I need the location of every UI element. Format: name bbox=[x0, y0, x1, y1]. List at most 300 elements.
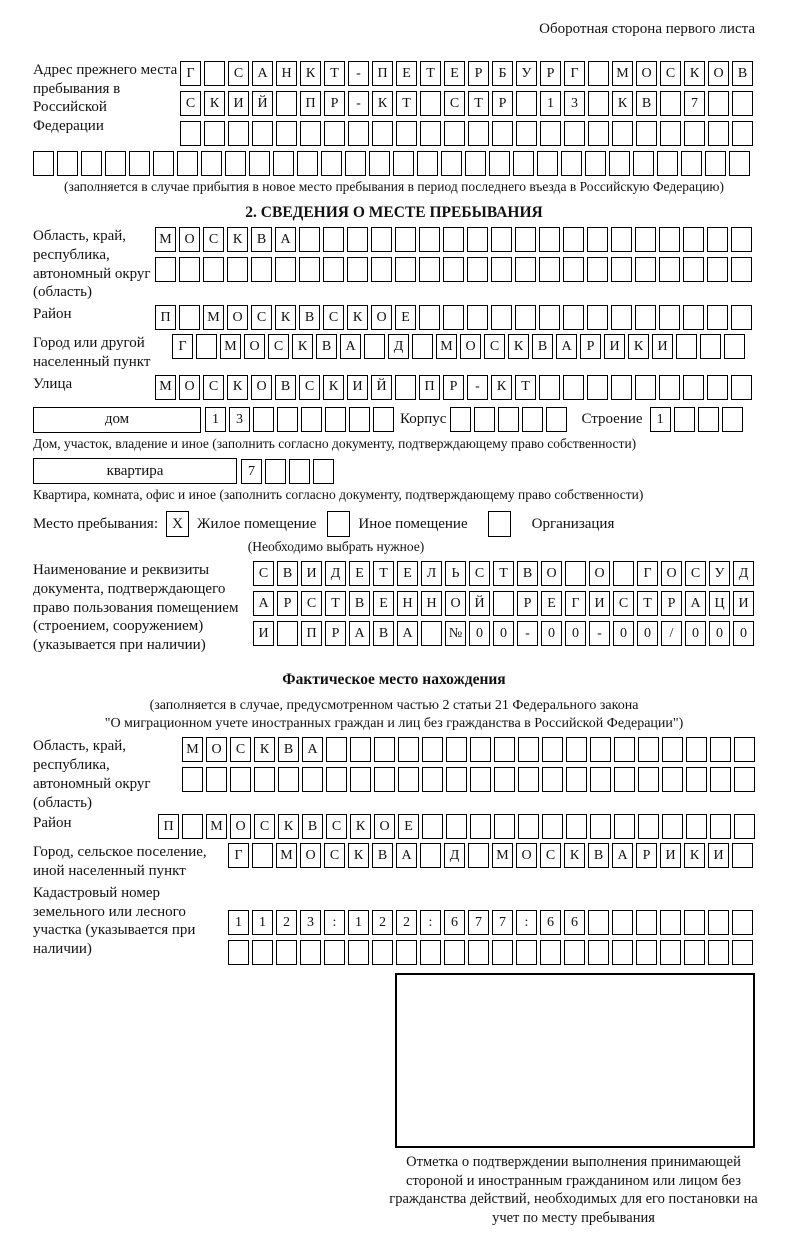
form-cell bbox=[566, 767, 587, 792]
form-cell: В bbox=[532, 334, 553, 359]
form-cell bbox=[710, 737, 731, 762]
form-cell bbox=[662, 737, 683, 762]
form-cell bbox=[705, 151, 726, 176]
form-cell bbox=[347, 227, 368, 252]
form-cell bbox=[729, 151, 750, 176]
form-cell: С bbox=[251, 305, 272, 330]
form-cell bbox=[57, 151, 78, 176]
form-cell: О bbox=[227, 305, 248, 330]
form-cell bbox=[542, 814, 563, 839]
form-cell: С bbox=[660, 61, 681, 86]
form-cell: В bbox=[588, 843, 609, 868]
form-cell: Н bbox=[421, 591, 442, 616]
choose-note: (Необходимо выбрать нужное) bbox=[247, 539, 425, 555]
form-cell bbox=[230, 767, 251, 792]
form-cell bbox=[324, 121, 345, 146]
form-cell bbox=[563, 257, 584, 282]
form-cell bbox=[561, 151, 582, 176]
form-cell bbox=[249, 151, 270, 176]
form-cell: 0 bbox=[469, 621, 490, 646]
form-cell bbox=[708, 91, 729, 116]
form-cell bbox=[563, 227, 584, 252]
form-cell: И bbox=[708, 843, 729, 868]
actual-location-note-2: "О миграционном учете иностранных граждан и лиц без гражданства в Российской Федерации") bbox=[104, 715, 684, 731]
form-cell bbox=[686, 814, 707, 839]
form-cell bbox=[588, 121, 609, 146]
checkbox-organization bbox=[488, 511, 511, 537]
form-cell bbox=[252, 940, 273, 965]
form-cell bbox=[300, 940, 321, 965]
form-cell bbox=[681, 151, 702, 176]
form-cell: 1 bbox=[252, 910, 273, 935]
form-cell: О bbox=[374, 814, 395, 839]
document-row-1 bbox=[253, 561, 754, 586]
form-cell: В bbox=[278, 737, 299, 762]
form-cell: М bbox=[203, 305, 224, 330]
form-cell bbox=[540, 121, 561, 146]
form-cell bbox=[350, 737, 371, 762]
form-cell bbox=[105, 151, 126, 176]
form-cell: М bbox=[182, 737, 203, 762]
form-cell bbox=[349, 407, 370, 432]
form-cell: К bbox=[300, 61, 321, 86]
document-label: Наименование и реквизиты документа, подтверждающего право пользования помещением (строением, сооружением) (указывается при наличии) bbox=[33, 562, 239, 654]
form-cell: К bbox=[491, 375, 512, 400]
form-cell: : bbox=[516, 910, 537, 935]
form-cell: Р bbox=[277, 591, 298, 616]
form-cell bbox=[686, 767, 707, 792]
form-cell: 2 bbox=[372, 910, 393, 935]
form-cell: К bbox=[684, 61, 705, 86]
form-cell: 7 bbox=[468, 910, 489, 935]
form-cell: И bbox=[733, 591, 754, 616]
form-cell bbox=[587, 375, 608, 400]
form-cell: С bbox=[268, 334, 289, 359]
form-cell bbox=[635, 227, 656, 252]
form-cell: Р bbox=[517, 591, 538, 616]
form-cell bbox=[564, 940, 585, 965]
form-cell bbox=[683, 305, 704, 330]
form-cell bbox=[419, 305, 440, 330]
form-cell: Г bbox=[564, 61, 585, 86]
form-cell: - bbox=[348, 61, 369, 86]
form-cell: И bbox=[660, 843, 681, 868]
form-cell: С bbox=[299, 375, 320, 400]
form-cell: С bbox=[254, 814, 275, 839]
form-cell: Е bbox=[349, 561, 370, 586]
form-cell bbox=[179, 305, 200, 330]
form-cell bbox=[393, 151, 414, 176]
form-cell bbox=[724, 334, 745, 359]
form-cell bbox=[422, 814, 443, 839]
form-cell: 1 bbox=[348, 910, 369, 935]
form-cell bbox=[611, 305, 632, 330]
form-cell: С bbox=[203, 227, 224, 252]
form-cell: 6 bbox=[444, 910, 465, 935]
form-cell bbox=[465, 151, 486, 176]
form-cell bbox=[491, 305, 512, 330]
form-cell bbox=[590, 814, 611, 839]
form-cell: 7 bbox=[684, 91, 705, 116]
form-cell bbox=[443, 305, 464, 330]
form-cell: - bbox=[467, 375, 488, 400]
form-cell: С bbox=[484, 334, 505, 359]
form-cell bbox=[254, 767, 275, 792]
form-cell: Р bbox=[540, 61, 561, 86]
form-cell: А bbox=[685, 591, 706, 616]
form-cell bbox=[636, 910, 657, 935]
form-cell: 0 bbox=[709, 621, 730, 646]
form-cell bbox=[676, 334, 697, 359]
form-cell: В bbox=[277, 561, 298, 586]
apartment-box-label: квартира bbox=[33, 458, 237, 484]
form-cell bbox=[732, 843, 753, 868]
form-cell bbox=[325, 407, 346, 432]
form-cell bbox=[566, 814, 587, 839]
form-cell: Т bbox=[468, 91, 489, 116]
form-cell: : bbox=[420, 910, 441, 935]
form-cell: Ц bbox=[709, 591, 730, 616]
form-cell bbox=[324, 940, 345, 965]
form-cell: У bbox=[516, 61, 537, 86]
form-cell bbox=[660, 91, 681, 116]
form-cell bbox=[323, 257, 344, 282]
form-cell bbox=[516, 940, 537, 965]
form-cell: 0 bbox=[733, 621, 754, 646]
form-cell bbox=[707, 375, 728, 400]
form-cell: Г bbox=[637, 561, 658, 586]
form-cell: Д bbox=[733, 561, 754, 586]
form-cell: С bbox=[540, 843, 561, 868]
form-cell bbox=[707, 257, 728, 282]
form-cell: Р bbox=[443, 375, 464, 400]
form-cell: О bbox=[516, 843, 537, 868]
form-cell: О bbox=[206, 737, 227, 762]
form-cell: 3 bbox=[564, 91, 585, 116]
form-cell: О bbox=[179, 227, 200, 252]
prev-address-label: Адрес прежнего места пребывания в Российской Федерации bbox=[33, 61, 178, 134]
form-cell: Е bbox=[395, 305, 416, 330]
cadastral-label: Кадастровый номер земельного или лесного участка (указывается при наличии) bbox=[33, 884, 196, 957]
form-cell: К bbox=[508, 334, 529, 359]
form-cell bbox=[707, 227, 728, 252]
form-cell bbox=[546, 407, 567, 432]
form-cell: С bbox=[323, 305, 344, 330]
form-cell bbox=[276, 91, 297, 116]
form-cell bbox=[638, 767, 659, 792]
form-cell: О bbox=[460, 334, 481, 359]
form-cell bbox=[372, 940, 393, 965]
form-cell: Т bbox=[324, 61, 345, 86]
form-cell: - bbox=[589, 621, 610, 646]
form-cell bbox=[588, 61, 609, 86]
form-cell bbox=[489, 151, 510, 176]
form-cell bbox=[468, 843, 489, 868]
form-cell: С bbox=[444, 91, 465, 116]
form-cell bbox=[350, 767, 371, 792]
form-cell: Д bbox=[388, 334, 409, 359]
form-cell bbox=[420, 91, 441, 116]
form-cell bbox=[659, 305, 680, 330]
form-cell: 2 bbox=[276, 910, 297, 935]
form-cell bbox=[450, 407, 471, 432]
form-cell bbox=[686, 737, 707, 762]
form-cell bbox=[467, 257, 488, 282]
form-cell bbox=[659, 257, 680, 282]
form-cell: Е bbox=[397, 561, 418, 586]
form-cell bbox=[277, 621, 298, 646]
form-cell: Й bbox=[469, 591, 490, 616]
form-cell bbox=[662, 767, 683, 792]
form-cell bbox=[588, 91, 609, 116]
field-cadastral bbox=[33, 884, 755, 965]
form-cell bbox=[494, 767, 515, 792]
form-cell: 0 bbox=[493, 621, 514, 646]
form-cell bbox=[588, 940, 609, 965]
form-cell bbox=[470, 767, 491, 792]
form-cell: А bbox=[253, 591, 274, 616]
form-cell bbox=[299, 257, 320, 282]
stroenie-row bbox=[650, 407, 743, 432]
form-cell bbox=[395, 257, 416, 282]
form-cell bbox=[518, 737, 539, 762]
section2-title: 2. СВЕДЕНИЯ О МЕСТЕ ПРЕБЫВАНИЯ bbox=[245, 203, 543, 221]
form-cell: С bbox=[685, 561, 706, 586]
district-actual-row bbox=[158, 814, 755, 839]
confirmation-stamp-box bbox=[395, 973, 755, 1148]
form-cell bbox=[588, 910, 609, 935]
form-cell bbox=[492, 121, 513, 146]
form-cell: А bbox=[612, 843, 633, 868]
form-cell bbox=[722, 407, 743, 432]
actual-location-note-1: (заполняется в случае, предусмотренном частью 2 статьи 21 Федерального закона bbox=[149, 698, 639, 714]
form-cell: П bbox=[158, 814, 179, 839]
city-label: Город или другой населенный пункт bbox=[33, 335, 151, 370]
form-cell: Р bbox=[468, 61, 489, 86]
actual-location-title: Фактическое место нахождения bbox=[282, 670, 506, 688]
form-cell bbox=[371, 257, 392, 282]
form-cell bbox=[252, 843, 273, 868]
form-cell bbox=[182, 767, 203, 792]
form-cell: В bbox=[316, 334, 337, 359]
form-cell bbox=[277, 407, 298, 432]
form-cell bbox=[734, 814, 755, 839]
district-actual-label: Район bbox=[33, 815, 72, 832]
form-cell bbox=[734, 737, 755, 762]
form-cell: А bbox=[275, 227, 296, 252]
form-cell bbox=[369, 151, 390, 176]
form-cell bbox=[708, 121, 729, 146]
stroenie-label: Строение bbox=[581, 411, 643, 428]
form-cell: А bbox=[302, 737, 323, 762]
form-cell: А bbox=[252, 61, 273, 86]
form-cell bbox=[302, 767, 323, 792]
house-note: Дом, участок, владение и иное (заполнить согласно документу, подтверждающему право собственности) bbox=[33, 435, 637, 451]
form-cell: 7 bbox=[492, 910, 513, 935]
form-cell: Д bbox=[325, 561, 346, 586]
city-row bbox=[172, 334, 745, 359]
form-cell bbox=[443, 257, 464, 282]
form-cell bbox=[516, 91, 537, 116]
region-label: Область, край, республика, автономный округ (область) bbox=[33, 228, 151, 301]
form-cell: О bbox=[589, 561, 610, 586]
form-cell: Н bbox=[276, 61, 297, 86]
form-cell: О bbox=[244, 334, 265, 359]
form-cell bbox=[470, 737, 491, 762]
form-cell bbox=[491, 257, 512, 282]
form-cell bbox=[587, 305, 608, 330]
form-cell: В bbox=[732, 61, 753, 86]
form-cell: Г bbox=[172, 334, 193, 359]
form-cell: И bbox=[604, 334, 625, 359]
form-cell bbox=[206, 767, 227, 792]
form-cell bbox=[228, 940, 249, 965]
house-box-label: дом bbox=[33, 407, 201, 433]
form-cell: К bbox=[227, 227, 248, 252]
form-cell bbox=[700, 334, 721, 359]
form-cell bbox=[684, 940, 705, 965]
form-cell: И bbox=[652, 334, 673, 359]
form-cell: С bbox=[326, 814, 347, 839]
form-cell: М bbox=[492, 843, 513, 868]
form-cell bbox=[300, 121, 321, 146]
form-cell bbox=[419, 257, 440, 282]
form-cell: : bbox=[324, 910, 345, 935]
form-cell bbox=[203, 257, 224, 282]
form-cell bbox=[345, 151, 366, 176]
form-cell bbox=[518, 767, 539, 792]
form-cell bbox=[516, 121, 537, 146]
form-cell bbox=[494, 737, 515, 762]
form-cell: Г bbox=[180, 61, 201, 86]
form-cell: К bbox=[612, 91, 633, 116]
form-cell bbox=[683, 257, 704, 282]
form-cell bbox=[204, 61, 225, 86]
form-cell: У bbox=[709, 561, 730, 586]
field-prev-address bbox=[33, 61, 755, 146]
form-cell bbox=[265, 459, 286, 484]
form-cell bbox=[326, 737, 347, 762]
form-cell: К bbox=[204, 91, 225, 116]
form-cell bbox=[590, 767, 611, 792]
form-cell: 6 bbox=[564, 910, 585, 935]
form-cell bbox=[81, 151, 102, 176]
form-cell: Т bbox=[515, 375, 536, 400]
district-row bbox=[155, 305, 752, 330]
form-cell bbox=[446, 814, 467, 839]
form-cell bbox=[33, 151, 54, 176]
form-cell bbox=[494, 814, 515, 839]
form-cell bbox=[731, 375, 752, 400]
form-cell: С bbox=[253, 561, 274, 586]
form-cell bbox=[660, 910, 681, 935]
form-cell bbox=[321, 151, 342, 176]
region-row-2 bbox=[155, 257, 752, 282]
form-cell bbox=[348, 121, 369, 146]
form-cell bbox=[278, 767, 299, 792]
field-region-actual bbox=[33, 737, 755, 812]
form-cell bbox=[614, 737, 635, 762]
form-cell bbox=[683, 227, 704, 252]
region-actual-label: Область, край, республика, автономный округ (область) bbox=[33, 738, 151, 811]
form-cell bbox=[398, 767, 419, 792]
form-cell: О bbox=[179, 375, 200, 400]
form-cell bbox=[518, 814, 539, 839]
form-cell bbox=[683, 375, 704, 400]
city-actual-row bbox=[228, 843, 753, 868]
form-cell: В bbox=[349, 591, 370, 616]
form-cell: В bbox=[302, 814, 323, 839]
city-actual-label: Город, сельское поселение, иной населенный пункт bbox=[33, 844, 207, 879]
form-cell bbox=[515, 305, 536, 330]
form-cell: Б bbox=[492, 61, 513, 86]
form-cell bbox=[708, 940, 729, 965]
prev-address-row-3 bbox=[180, 121, 753, 146]
form-cell: Р bbox=[636, 843, 657, 868]
prev-address-row-1 bbox=[180, 61, 753, 86]
form-cell bbox=[446, 767, 467, 792]
field-stay-type bbox=[33, 511, 755, 537]
form-cell bbox=[731, 305, 752, 330]
form-cell bbox=[177, 151, 198, 176]
form-cell: К bbox=[372, 91, 393, 116]
korpus-row bbox=[450, 407, 567, 432]
form-cell: Р bbox=[324, 91, 345, 116]
form-cell: Г bbox=[565, 591, 586, 616]
checkbox-residential: X bbox=[166, 511, 189, 537]
form-cell bbox=[515, 227, 536, 252]
form-cell: И bbox=[347, 375, 368, 400]
district-label: Район bbox=[33, 306, 72, 322]
form-cell: 0 bbox=[565, 621, 586, 646]
form-cell bbox=[225, 151, 246, 176]
form-cell: К bbox=[292, 334, 313, 359]
form-cell bbox=[253, 407, 274, 432]
form-cell: О bbox=[371, 305, 392, 330]
form-cell bbox=[684, 910, 705, 935]
form-cell: П bbox=[155, 305, 176, 330]
checkbox-other-premises bbox=[327, 511, 350, 537]
form-cell: Е bbox=[373, 591, 394, 616]
form-cell: А bbox=[556, 334, 577, 359]
field-district-actual bbox=[33, 814, 755, 839]
form-cell bbox=[289, 459, 310, 484]
form-cell: А bbox=[396, 843, 417, 868]
prev-address-note: (заполняется в случае прибытия в новое место пребывания в период последнего въезда в Российскую Федерацию) bbox=[63, 178, 725, 194]
form-cell: О bbox=[708, 61, 729, 86]
form-cell bbox=[732, 910, 753, 935]
form-cell bbox=[614, 814, 635, 839]
form-cell bbox=[182, 814, 203, 839]
form-cell bbox=[273, 151, 294, 176]
form-cell bbox=[491, 227, 512, 252]
form-cell: С bbox=[324, 843, 345, 868]
form-cell: П bbox=[301, 621, 322, 646]
form-cell bbox=[684, 121, 705, 146]
form-cell: 0 bbox=[685, 621, 706, 646]
form-cell: О bbox=[661, 561, 682, 586]
form-cell bbox=[732, 91, 753, 116]
form-cell: К bbox=[564, 843, 585, 868]
form-cell bbox=[301, 407, 322, 432]
form-cell bbox=[227, 257, 248, 282]
form-cell bbox=[638, 814, 659, 839]
form-cell: Т bbox=[493, 561, 514, 586]
form-cell bbox=[395, 227, 416, 252]
form-cell bbox=[539, 227, 560, 252]
form-cell bbox=[731, 257, 752, 282]
house-number-row bbox=[205, 407, 394, 432]
